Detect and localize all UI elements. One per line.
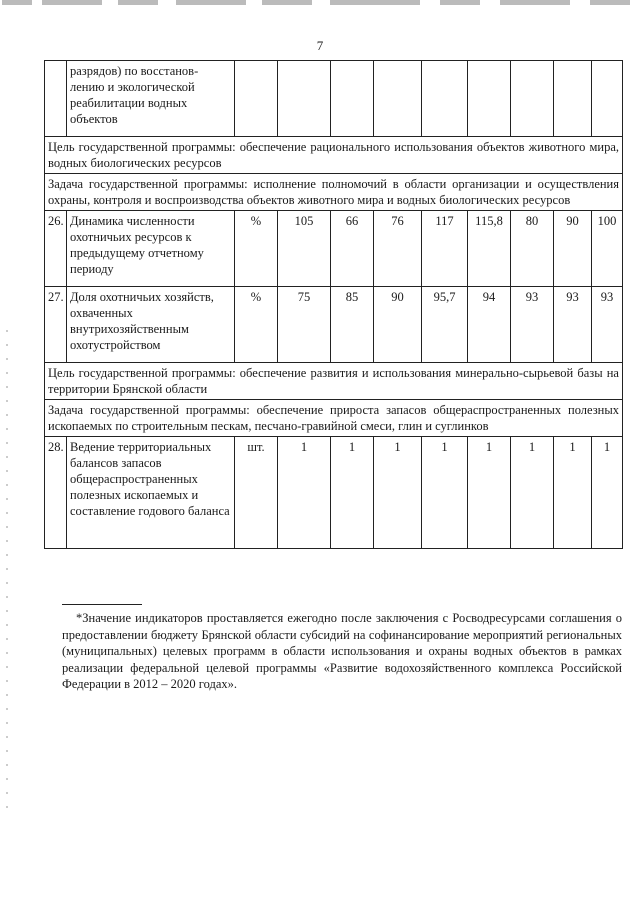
scan-top-edge <box>0 0 640 12</box>
value-cell: 1 <box>554 437 592 549</box>
indicator-name: Динамика численности охотничьих ресурсов к предыдущему отчетному периоду <box>67 211 235 287</box>
program-goal: Цель государственной программы: обеспечение рационального использования объектов животного мира, водных биологических ресурсов <box>45 137 623 174</box>
program-task: Задача государственной программы: исполнение полномочий в области организации и осуществления охраны, контроля и воспроизводства объектов животного мира и водных биологических ресурсов <box>45 174 623 211</box>
value-cell: 66 <box>331 211 374 287</box>
table-row <box>45 61 623 137</box>
value-cell: 105 <box>278 211 331 287</box>
value-cell: 80 <box>511 211 554 287</box>
indicator-name: Доля охотничьих хозяйств, охваченных внутрихозяйственным охотустройством <box>67 287 235 363</box>
table-row <box>45 287 623 363</box>
value-cell: 100 <box>592 211 623 287</box>
footnote-separator <box>62 604 142 605</box>
value-cell: 1 <box>331 437 374 549</box>
indicator-name: Ведение территориальных балансов запасов общераспространенных полезных ископаемых и составление годового баланса <box>67 437 235 549</box>
value-cell: 93 <box>554 287 592 363</box>
table-row <box>45 211 623 287</box>
goal-row <box>45 363 623 400</box>
indicators-table <box>44 60 623 549</box>
value-cell: 94 <box>468 287 511 363</box>
value-cell: 90 <box>554 211 592 287</box>
table-row <box>45 437 623 549</box>
scan-left-edge <box>6 330 8 810</box>
value-cell: 90 <box>374 287 422 363</box>
task-row <box>45 174 623 211</box>
value-cell: 1 <box>422 437 468 549</box>
value-cell: 75 <box>278 287 331 363</box>
value-cell: 1 <box>278 437 331 549</box>
page-number: 7 <box>316 38 324 53</box>
value-cell: 93 <box>511 287 554 363</box>
value-cell: 1 <box>592 437 623 549</box>
indicator-name: разрядов) по восстанов-лению и экологической реабилитации водных объектов <box>67 61 235 137</box>
unit: % <box>235 211 278 287</box>
value-cell: 76 <box>374 211 422 287</box>
task-row <box>45 400 623 437</box>
row-number: 28. <box>45 437 67 549</box>
program-task: Задача государственной программы: обеспечение прироста запасов общераспространенных полезных ископаемых по строительным пескам, песчано-гравийной смеси, глин и суглинков <box>45 400 623 437</box>
value-cell: 115,8 <box>468 211 511 287</box>
unit: % <box>235 287 278 363</box>
row-number: 26. <box>45 211 67 287</box>
goal-row <box>45 137 623 174</box>
footnote: *Значение индикаторов проставляется ежегодно после заключения с Росводресурсами соглашения о предоставлении бюджету Брянской области субсидий на софинансирование мероприятий региональных (муниципальных) целевых программ в области использования и охраны водных объектов в рамках реализации федеральной целевой программы «Развитие водохозяйственного комплекса Российской Федерации в 2012 – 2020 годах». <box>62 611 622 691</box>
value-cell: 1 <box>468 437 511 549</box>
value-cell: 1 <box>374 437 422 549</box>
row-number: 27. <box>45 287 67 363</box>
value-cell: 1 <box>511 437 554 549</box>
value-cell: 85 <box>331 287 374 363</box>
value-cell: 93 <box>592 287 623 363</box>
program-goal: Цель государственной программы: обеспечение развития и использования минерально-сырьевой базы на территории Брянской области <box>45 363 623 400</box>
value-cell: 95,7 <box>422 287 468 363</box>
value-cell: 117 <box>422 211 468 287</box>
unit: шт. <box>235 437 278 549</box>
